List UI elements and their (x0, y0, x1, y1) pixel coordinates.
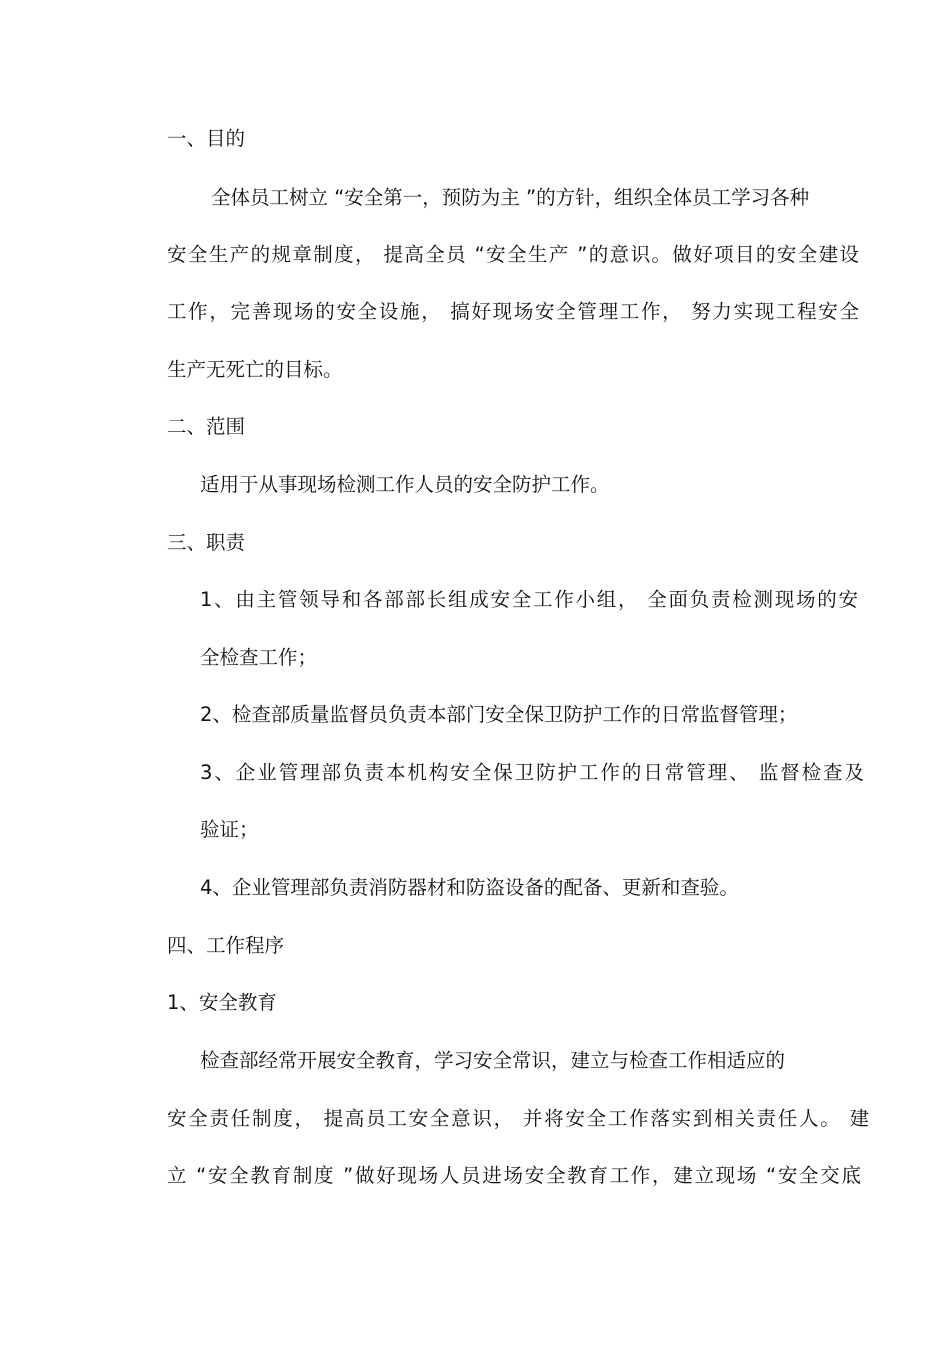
paragraph-line: 全体员工树立 “安全第一，预防为主 ”的方针，组织全体员工学习各种 (211, 186, 810, 209)
paragraph-line: 生产无死亡的目标。 (167, 358, 343, 381)
paragraph-line: 适用于从事现场检测工作人员的安全防护工作。 (200, 473, 610, 496)
list-item: 1、由主管领导和各部部长组成安全工作小组， 全面负责检测现场的安 (200, 588, 858, 611)
section-heading-duties: 三、职责 (167, 531, 246, 554)
list-item: 全检查工作； (200, 646, 318, 669)
paragraph-line: 立 “安全教育制度 ”做好现场人员进场安全教育工作，建立现场 “安全交底 (167, 1164, 861, 1187)
list-item: 4、企业管理部负责消防器材和防盗设备的配备、更新和查验。 (200, 876, 739, 899)
section-heading-purpose: 一、目的 (167, 127, 246, 150)
paragraph-line: 安全生产的规章制度， 提高全员 “安全生产 ”的意识。做好项目的安全建设 (167, 243, 859, 266)
subsection-heading: 1、安全教育 (167, 991, 277, 1014)
section-heading-procedure: 四、工作程序 (167, 934, 285, 957)
section-heading-scope: 二、范围 (167, 415, 246, 438)
list-item: 2、检查部质量监督员负责本部门安全保卫防护工作的日常监督管理； (200, 703, 798, 726)
list-item: 3、企业管理部负责本机构安全保卫防护工作的日常管理、 监督检查及 (200, 761, 864, 784)
list-item: 验证； (200, 818, 259, 841)
paragraph-line: 工作，完善现场的安全设施， 搞好现场安全管理工作， 努力实现工程安全 (167, 300, 859, 323)
paragraph-line: 检查部经常开展安全教育，学习安全常识，建立与检查工作相适应的 (200, 1049, 786, 1072)
paragraph-line: 安全责任制度， 提高员工安全意识， 并将安全工作落实到相关责任人。 建 (167, 1107, 869, 1130)
